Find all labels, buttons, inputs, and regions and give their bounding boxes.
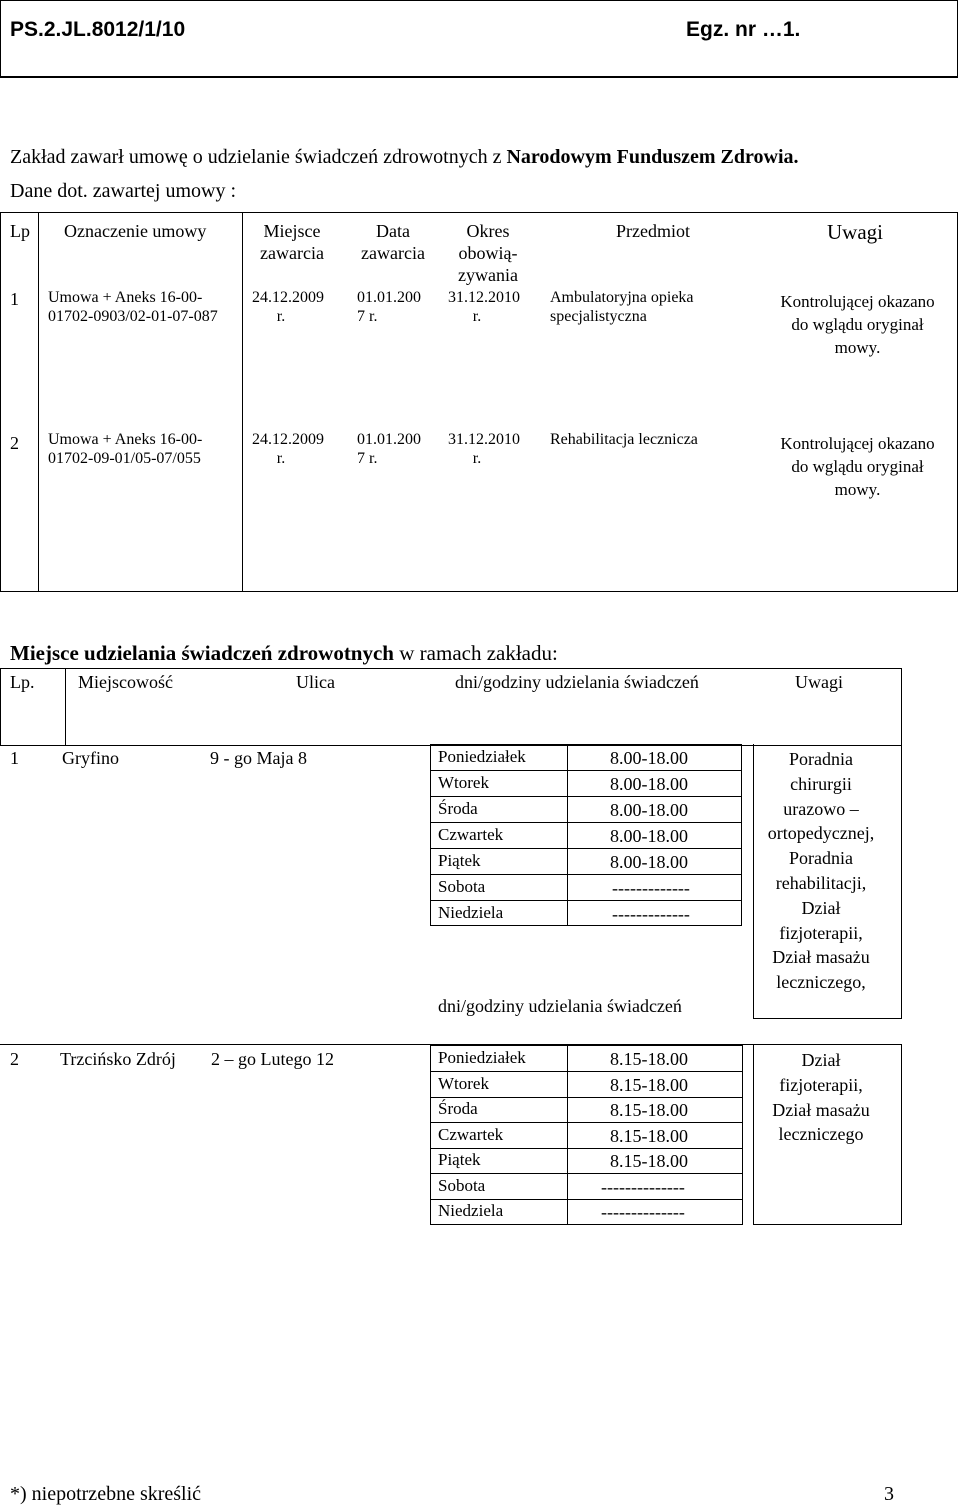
schedule-hours: 8.00-18.00 [610,852,688,872]
col-divider [242,212,243,592]
footnote: *) niepotrzebne skreślić [10,1483,202,1505]
schedule-hours: 8.00-18.00 [610,826,688,846]
schedule-hours: 8.15-18.00 [610,1049,688,1069]
place-1-uwagi [753,747,889,995]
row-divider [430,1173,743,1174]
place-col-ulica: Ulica [296,672,335,692]
uwagi-line: Dział [801,897,841,918]
copy-number: Egz. nr …1. [686,18,801,41]
schedule-day: Środa [438,1099,478,1118]
schedule-hours: 8.15-18.00 [610,1126,688,1146]
place-2-miejscowosc: Trzcińsko Zdrój [60,1049,176,1069]
schedule-day: Środa [438,799,478,818]
uwagi-line: Poradnia [789,848,853,869]
place-col-lp: Lp. [10,672,35,692]
row-divider [430,1122,743,1123]
row-divider [430,770,742,771]
place-1-miejscowosc: Gryfino [62,748,119,768]
contract-2-data: 01.01.200 7 r. [357,431,421,467]
contract-2-uwagi: Kontrolującej okazano do wglądu oryginał mowy. [780,434,935,499]
schedule-day: Wtorek [438,773,489,792]
col-data: Data zawarcia [361,221,425,263]
uwagi-line: urazowo – [783,798,859,819]
col-divider [65,668,66,746]
uwagi-line: fizjoterapii, [779,922,863,943]
uwagi-line: Dział [801,1050,841,1070]
contract-2-przedmiot: Rehabilitacja lecznicza [550,431,698,448]
intro-nfz: Narodowym Funduszem Zdrowia. [506,146,799,168]
col-divider [38,212,39,592]
row-divider [430,1071,743,1072]
contract-2-oznaczenie: Umowa + Aneks 16-00-01702-09-01/05-07/055 [48,431,203,467]
row-divider [430,822,742,823]
uwagi-line: rehabilitacji, [775,872,867,893]
schedule-hours: -------------- [601,1177,685,1197]
place-2-lp: 2 [10,1049,19,1069]
schedule-hours: 8.00-18.00 [610,748,688,768]
schedule-day: Wtorek [438,1074,489,1093]
places-title-bold: Miejsce udzielania świadczeń zdrowotnych [10,641,394,665]
intro-line-1 [10,145,799,169]
col-divider [567,1045,568,1225]
place-col-miejscowosc: Miejscowość [78,672,173,692]
place-1-lp: 1 [10,748,19,768]
contract-1-uwagi: Kontrolującej okazano do wglądu oryginał mowy. [780,292,935,357]
schedule-day: Niedziela [438,1201,504,1220]
col-uwagi: Uwagi [827,220,883,244]
place-1-ulica: 9 - go Maja 8 [210,748,307,768]
uwagi-line: ortopedycznej, [767,823,875,844]
schedule-hours: 8.15-18.00 [610,1151,688,1171]
contract-1-oznaczenie: Umowa + Aneks 16-00-01702-0903/02-01-07-087 [48,289,218,325]
schedule-day: Piątek [438,1150,481,1169]
contract-1-okres: 31.12.2010 r. [448,289,520,325]
schedule-hours: 8.15-18.00 [610,1100,688,1120]
col-przedmiot: Przedmiot [616,221,690,241]
row-divider [430,848,742,849]
row-divider [430,1199,743,1200]
schedule-hours: -------------- [601,1202,685,1222]
contract-1-data: 01.01.200 7 r. [357,289,421,325]
uwagi-line: fizjoterapii, [779,1074,863,1095]
contract-2-okres: 31.12.2010 r. [448,431,520,467]
row-divider [430,796,742,797]
schedule-day: Czwartek [438,825,504,844]
row-divider [430,874,742,875]
intro-line-2: Dane dot. zawartej umowy : [10,180,237,202]
schedule-day: Sobota [438,1176,486,1195]
schedule-day: Czwartek [438,1125,504,1144]
schedule-hours: ------------- [612,904,690,924]
page-number: 3 [884,1483,894,1505]
uwagi-line: Poradnia [789,749,853,769]
contract-1-lp: 1 [10,289,19,309]
place-1-schedule-label: dni/godziny udzielania świadczeń [438,996,682,1016]
place-col-dni: dni/godziny udzielania świadczeń [455,672,699,692]
uwagi-line: Dział masażu [772,947,870,968]
contract-1-przedmiot: Ambulatoryjna opieka specjalistyczna [550,289,694,325]
uwagi-line: leczniczego [778,1124,864,1145]
schedule-day: Poniedziałek [438,1048,526,1067]
uwagi-line: chirurgii [790,773,852,794]
schedule-day: Piątek [438,851,481,870]
place-2-ulica: 2 – go Lutego 12 [211,1049,334,1069]
contract-1-miejsce: 24.12.2009 r. [252,289,324,325]
row-divider [430,1148,743,1149]
col-oznaczenie: Oznaczenie umowy [64,221,207,241]
uwagi-line: leczniczego, [776,972,866,993]
uwagi-line: Dział masażu [772,1099,870,1120]
row-divider [430,1097,743,1098]
document-code: PS.2.JL.8012/1/10 [10,18,186,41]
schedule-hours: 8.00-18.00 [610,800,688,820]
col-divider [567,744,568,926]
places-title-rest: w ramach zakładu: [394,641,558,665]
place-col-uwagi: Uwagi [795,672,843,692]
schedule-hours: 8.00-18.00 [610,774,688,794]
col-okres: Okres obowią-zywania [458,221,518,285]
places-title [10,641,558,666]
schedule-day: Poniedziałek [438,747,526,766]
col-lp: Lp [10,221,30,241]
contract-2-lp: 2 [10,433,19,453]
schedule-day: Niedziela [438,903,504,922]
intro-prefix: Zakład zawarł umowę o udzielanie świadczeń zdrowotnych z [10,146,507,168]
col-miejsce: Miejsce zawarcia [260,221,324,263]
contract-2-miejsce: 24.12.2009 r. [252,431,324,467]
schedule-hours: 8.15-18.00 [610,1075,688,1095]
schedule-hours: ------------- [612,878,690,898]
place-2-uwagi [753,1048,889,1147]
schedule-day: Sobota [438,877,486,896]
row-divider [430,900,742,901]
